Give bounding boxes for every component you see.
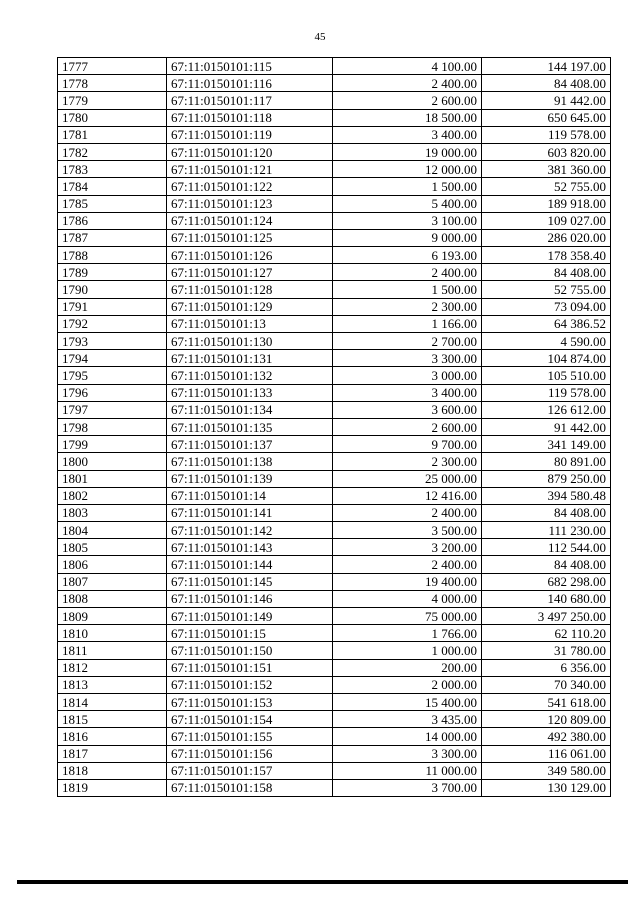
value-cell: 62 110.20 xyxy=(482,625,611,642)
value-cell: 492 380.00 xyxy=(482,728,611,745)
area-cell: 14 000.00 xyxy=(333,728,482,745)
row-number-cell: 1791 xyxy=(58,298,167,315)
value-cell: 682 298.00 xyxy=(482,573,611,590)
table-row xyxy=(58,264,611,281)
value-cell: 84 408.00 xyxy=(482,556,611,573)
row-number-cell: 1806 xyxy=(58,556,167,573)
row-number-cell: 1794 xyxy=(58,350,167,367)
area-cell: 3 200.00 xyxy=(333,539,482,556)
table-row xyxy=(58,178,611,195)
cadastral-number-cell: 67:11:0150101:139 xyxy=(167,470,333,487)
area-cell: 3 000.00 xyxy=(333,367,482,384)
value-cell: 4 590.00 xyxy=(482,333,611,350)
area-cell: 1 500.00 xyxy=(333,281,482,298)
cadastral-number-cell: 67:11:0150101:124 xyxy=(167,212,333,229)
area-cell: 11 000.00 xyxy=(333,762,482,779)
table-row xyxy=(58,333,611,350)
area-cell: 3 700.00 xyxy=(333,779,482,796)
table-row xyxy=(58,470,611,487)
table-row xyxy=(58,608,611,625)
cadastral-number-cell: 67:11:0150101:120 xyxy=(167,143,333,160)
table-row xyxy=(58,745,611,762)
area-cell: 3 300.00 xyxy=(333,350,482,367)
area-cell: 2 600.00 xyxy=(333,418,482,435)
table-row xyxy=(58,693,611,710)
cadastral-number-cell: 67:11:0150101:128 xyxy=(167,281,333,298)
cadastral-number-cell: 67:11:0150101:119 xyxy=(167,126,333,143)
table-row xyxy=(58,58,611,75)
table-row xyxy=(58,418,611,435)
value-cell: 52 755.00 xyxy=(482,281,611,298)
row-number-cell: 1814 xyxy=(58,693,167,710)
value-cell: 3 497 250.00 xyxy=(482,608,611,625)
cadastral-number-cell: 67:11:0150101:156 xyxy=(167,745,333,762)
table-row xyxy=(58,711,611,728)
row-number-cell: 1813 xyxy=(58,676,167,693)
row-number-cell: 1784 xyxy=(58,178,167,195)
value-cell: 73 094.00 xyxy=(482,298,611,315)
row-number-cell: 1809 xyxy=(58,608,167,625)
area-cell: 6 193.00 xyxy=(333,247,482,264)
table-row xyxy=(58,143,611,160)
cadastral-number-cell: 67:11:0150101:117 xyxy=(167,92,333,109)
area-cell: 18 500.00 xyxy=(333,109,482,126)
table-row xyxy=(58,522,611,539)
area-cell: 3 300.00 xyxy=(333,745,482,762)
cadastral-number-cell: 67:11:0150101:138 xyxy=(167,453,333,470)
table-row xyxy=(58,504,611,521)
parcel-table-body xyxy=(58,58,611,797)
area-cell: 3 435.00 xyxy=(333,711,482,728)
row-number-cell: 1777 xyxy=(58,58,167,75)
row-number-cell: 1803 xyxy=(58,504,167,521)
table-row xyxy=(58,384,611,401)
page-number: 45 xyxy=(314,31,326,43)
row-number-cell: 1793 xyxy=(58,333,167,350)
table-row xyxy=(58,779,611,796)
value-cell: 91 442.00 xyxy=(482,418,611,435)
value-cell: 178 358.40 xyxy=(482,247,611,264)
cadastral-number-cell: 67:11:0150101:15 xyxy=(167,625,333,642)
cadastral-number-cell: 67:11:0150101:157 xyxy=(167,762,333,779)
cadastral-number-cell: 67:11:0150101:13 xyxy=(167,315,333,332)
table-row xyxy=(58,556,611,573)
table-row xyxy=(58,573,611,590)
area-cell: 1 500.00 xyxy=(333,178,482,195)
cadastral-number-cell: 67:11:0150101:134 xyxy=(167,401,333,418)
area-cell: 12 416.00 xyxy=(333,487,482,504)
value-cell: 286 020.00 xyxy=(482,229,611,246)
row-number-cell: 1795 xyxy=(58,367,167,384)
value-cell: 104 874.00 xyxy=(482,350,611,367)
row-number-cell: 1781 xyxy=(58,126,167,143)
cadastral-number-cell: 67:11:0150101:123 xyxy=(167,195,333,212)
table-row xyxy=(58,659,611,676)
value-cell: 349 580.00 xyxy=(482,762,611,779)
area-cell: 2 700.00 xyxy=(333,333,482,350)
cadastral-number-cell: 67:11:0150101:127 xyxy=(167,264,333,281)
table-row xyxy=(58,539,611,556)
cadastral-number-cell: 67:11:0150101:115 xyxy=(167,58,333,75)
cadastral-number-cell: 67:11:0150101:149 xyxy=(167,608,333,625)
cadastral-number-cell: 67:11:0150101:155 xyxy=(167,728,333,745)
row-number-cell: 1785 xyxy=(58,195,167,212)
value-cell: 116 061.00 xyxy=(482,745,611,762)
row-number-cell: 1818 xyxy=(58,762,167,779)
area-cell: 1 166.00 xyxy=(333,315,482,332)
area-cell: 3 500.00 xyxy=(333,522,482,539)
row-number-cell: 1805 xyxy=(58,539,167,556)
cadastral-number-cell: 67:11:0150101:14 xyxy=(167,487,333,504)
value-cell: 52 755.00 xyxy=(482,178,611,195)
value-cell: 541 618.00 xyxy=(482,693,611,710)
area-cell: 9 000.00 xyxy=(333,229,482,246)
cadastral-number-cell: 67:11:0150101:146 xyxy=(167,590,333,607)
area-cell: 2 300.00 xyxy=(333,298,482,315)
value-cell: 394 580.48 xyxy=(482,487,611,504)
row-number-cell: 1816 xyxy=(58,728,167,745)
row-number-cell: 1790 xyxy=(58,281,167,298)
row-number-cell: 1788 xyxy=(58,247,167,264)
row-number-cell: 1787 xyxy=(58,229,167,246)
row-number-cell: 1783 xyxy=(58,161,167,178)
table-row xyxy=(58,642,611,659)
cadastral-number-cell: 67:11:0150101:122 xyxy=(167,178,333,195)
value-cell: 119 578.00 xyxy=(482,384,611,401)
area-cell: 4 000.00 xyxy=(333,590,482,607)
area-cell: 19 000.00 xyxy=(333,143,482,160)
value-cell: 144 197.00 xyxy=(482,58,611,75)
row-number-cell: 1779 xyxy=(58,92,167,109)
table-row xyxy=(58,401,611,418)
row-number-cell: 1808 xyxy=(58,590,167,607)
cadastral-number-cell: 67:11:0150101:135 xyxy=(167,418,333,435)
value-cell: 109 027.00 xyxy=(482,212,611,229)
value-cell: 84 408.00 xyxy=(482,504,611,521)
cadastral-number-cell: 67:11:0150101:129 xyxy=(167,298,333,315)
table-row xyxy=(58,247,611,264)
row-number-cell: 1798 xyxy=(58,418,167,435)
bottom-rule xyxy=(17,880,628,884)
area-cell: 75 000.00 xyxy=(333,608,482,625)
row-number-cell: 1800 xyxy=(58,453,167,470)
table-row xyxy=(58,762,611,779)
table-row xyxy=(58,453,611,470)
area-cell: 200.00 xyxy=(333,659,482,676)
value-cell: 650 645.00 xyxy=(482,109,611,126)
cadastral-number-cell: 67:11:0150101:133 xyxy=(167,384,333,401)
area-cell: 2 600.00 xyxy=(333,92,482,109)
value-cell: 80 891.00 xyxy=(482,453,611,470)
row-number-cell: 1812 xyxy=(58,659,167,676)
row-number-cell: 1799 xyxy=(58,436,167,453)
row-number-cell: 1817 xyxy=(58,745,167,762)
table-row xyxy=(58,728,611,745)
value-cell: 120 809.00 xyxy=(482,711,611,728)
area-cell: 12 000.00 xyxy=(333,161,482,178)
cadastral-number-cell: 67:11:0150101:121 xyxy=(167,161,333,178)
value-cell: 381 360.00 xyxy=(482,161,611,178)
cadastral-number-cell: 67:11:0150101:125 xyxy=(167,229,333,246)
row-number-cell: 1789 xyxy=(58,264,167,281)
row-number-cell: 1807 xyxy=(58,573,167,590)
row-number-cell: 1782 xyxy=(58,143,167,160)
table-row xyxy=(58,212,611,229)
table-row xyxy=(58,75,611,92)
area-cell: 2 400.00 xyxy=(333,504,482,521)
table-row xyxy=(58,126,611,143)
area-cell: 3 400.00 xyxy=(333,126,482,143)
value-cell: 111 230.00 xyxy=(482,522,611,539)
value-cell: 64 386.52 xyxy=(482,315,611,332)
value-cell: 130 129.00 xyxy=(482,779,611,796)
parcel-table xyxy=(57,57,611,797)
value-cell: 189 918.00 xyxy=(482,195,611,212)
value-cell: 879 250.00 xyxy=(482,470,611,487)
table-row xyxy=(58,298,611,315)
table-row xyxy=(58,676,611,693)
row-number-cell: 1802 xyxy=(58,487,167,504)
row-number-cell: 1797 xyxy=(58,401,167,418)
area-cell: 2 000.00 xyxy=(333,676,482,693)
row-number-cell: 1796 xyxy=(58,384,167,401)
row-number-cell: 1815 xyxy=(58,711,167,728)
value-cell: 112 544.00 xyxy=(482,539,611,556)
table-row xyxy=(58,350,611,367)
area-cell: 2 400.00 xyxy=(333,75,482,92)
cadastral-number-cell: 67:11:0150101:144 xyxy=(167,556,333,573)
value-cell: 6 356.00 xyxy=(482,659,611,676)
area-cell: 15 400.00 xyxy=(333,693,482,710)
value-cell: 70 340.00 xyxy=(482,676,611,693)
table-row xyxy=(58,315,611,332)
row-number-cell: 1792 xyxy=(58,315,167,332)
value-cell: 31 780.00 xyxy=(482,642,611,659)
table-row xyxy=(58,590,611,607)
area-cell: 2 400.00 xyxy=(333,556,482,573)
area-cell: 3 100.00 xyxy=(333,212,482,229)
cadastral-number-cell: 67:11:0150101:150 xyxy=(167,642,333,659)
cadastral-number-cell: 67:11:0150101:137 xyxy=(167,436,333,453)
cadastral-number-cell: 67:11:0150101:132 xyxy=(167,367,333,384)
cadastral-number-cell: 67:11:0150101:143 xyxy=(167,539,333,556)
value-cell: 126 612.00 xyxy=(482,401,611,418)
value-cell: 603 820.00 xyxy=(482,143,611,160)
area-cell: 1 766.00 xyxy=(333,625,482,642)
row-number-cell: 1819 xyxy=(58,779,167,796)
area-cell: 3 400.00 xyxy=(333,384,482,401)
cadastral-number-cell: 67:11:0150101:130 xyxy=(167,333,333,350)
area-cell: 5 400.00 xyxy=(333,195,482,212)
row-number-cell: 1804 xyxy=(58,522,167,539)
area-cell: 9 700.00 xyxy=(333,436,482,453)
area-cell: 3 600.00 xyxy=(333,401,482,418)
cadastral-number-cell: 67:11:0150101:152 xyxy=(167,676,333,693)
table-row xyxy=(58,195,611,212)
area-cell: 2 300.00 xyxy=(333,453,482,470)
cadastral-number-cell: 67:11:0150101:131 xyxy=(167,350,333,367)
cadastral-number-cell: 67:11:0150101:126 xyxy=(167,247,333,264)
row-number-cell: 1786 xyxy=(58,212,167,229)
row-number-cell: 1778 xyxy=(58,75,167,92)
table-row xyxy=(58,625,611,642)
value-cell: 119 578.00 xyxy=(482,126,611,143)
table-row xyxy=(58,281,611,298)
area-cell: 4 100.00 xyxy=(333,58,482,75)
table-row xyxy=(58,92,611,109)
cadastral-number-cell: 67:11:0150101:158 xyxy=(167,779,333,796)
table-row xyxy=(58,487,611,504)
cadastral-number-cell: 67:11:0150101:153 xyxy=(167,693,333,710)
cadastral-number-cell: 67:11:0150101:118 xyxy=(167,109,333,126)
area-cell: 19 400.00 xyxy=(333,573,482,590)
cadastral-number-cell: 67:11:0150101:151 xyxy=(167,659,333,676)
cadastral-number-cell: 67:11:0150101:145 xyxy=(167,573,333,590)
table-row xyxy=(58,229,611,246)
value-cell: 91 442.00 xyxy=(482,92,611,109)
area-cell: 2 400.00 xyxy=(333,264,482,281)
table-row xyxy=(58,367,611,384)
value-cell: 341 149.00 xyxy=(482,436,611,453)
cadastral-number-cell: 67:11:0150101:141 xyxy=(167,504,333,521)
row-number-cell: 1810 xyxy=(58,625,167,642)
cadastral-number-cell: 67:11:0150101:154 xyxy=(167,711,333,728)
value-cell: 140 680.00 xyxy=(482,590,611,607)
table-row xyxy=(58,109,611,126)
row-number-cell: 1811 xyxy=(58,642,167,659)
area-cell: 25 000.00 xyxy=(333,470,482,487)
row-number-cell: 1801 xyxy=(58,470,167,487)
value-cell: 84 408.00 xyxy=(482,264,611,281)
value-cell: 84 408.00 xyxy=(482,75,611,92)
cadastral-number-cell: 67:11:0150101:116 xyxy=(167,75,333,92)
area-cell: 1 000.00 xyxy=(333,642,482,659)
table-row xyxy=(58,161,611,178)
table-row xyxy=(58,436,611,453)
value-cell: 105 510.00 xyxy=(482,367,611,384)
row-number-cell: 1780 xyxy=(58,109,167,126)
cadastral-number-cell: 67:11:0150101:142 xyxy=(167,522,333,539)
